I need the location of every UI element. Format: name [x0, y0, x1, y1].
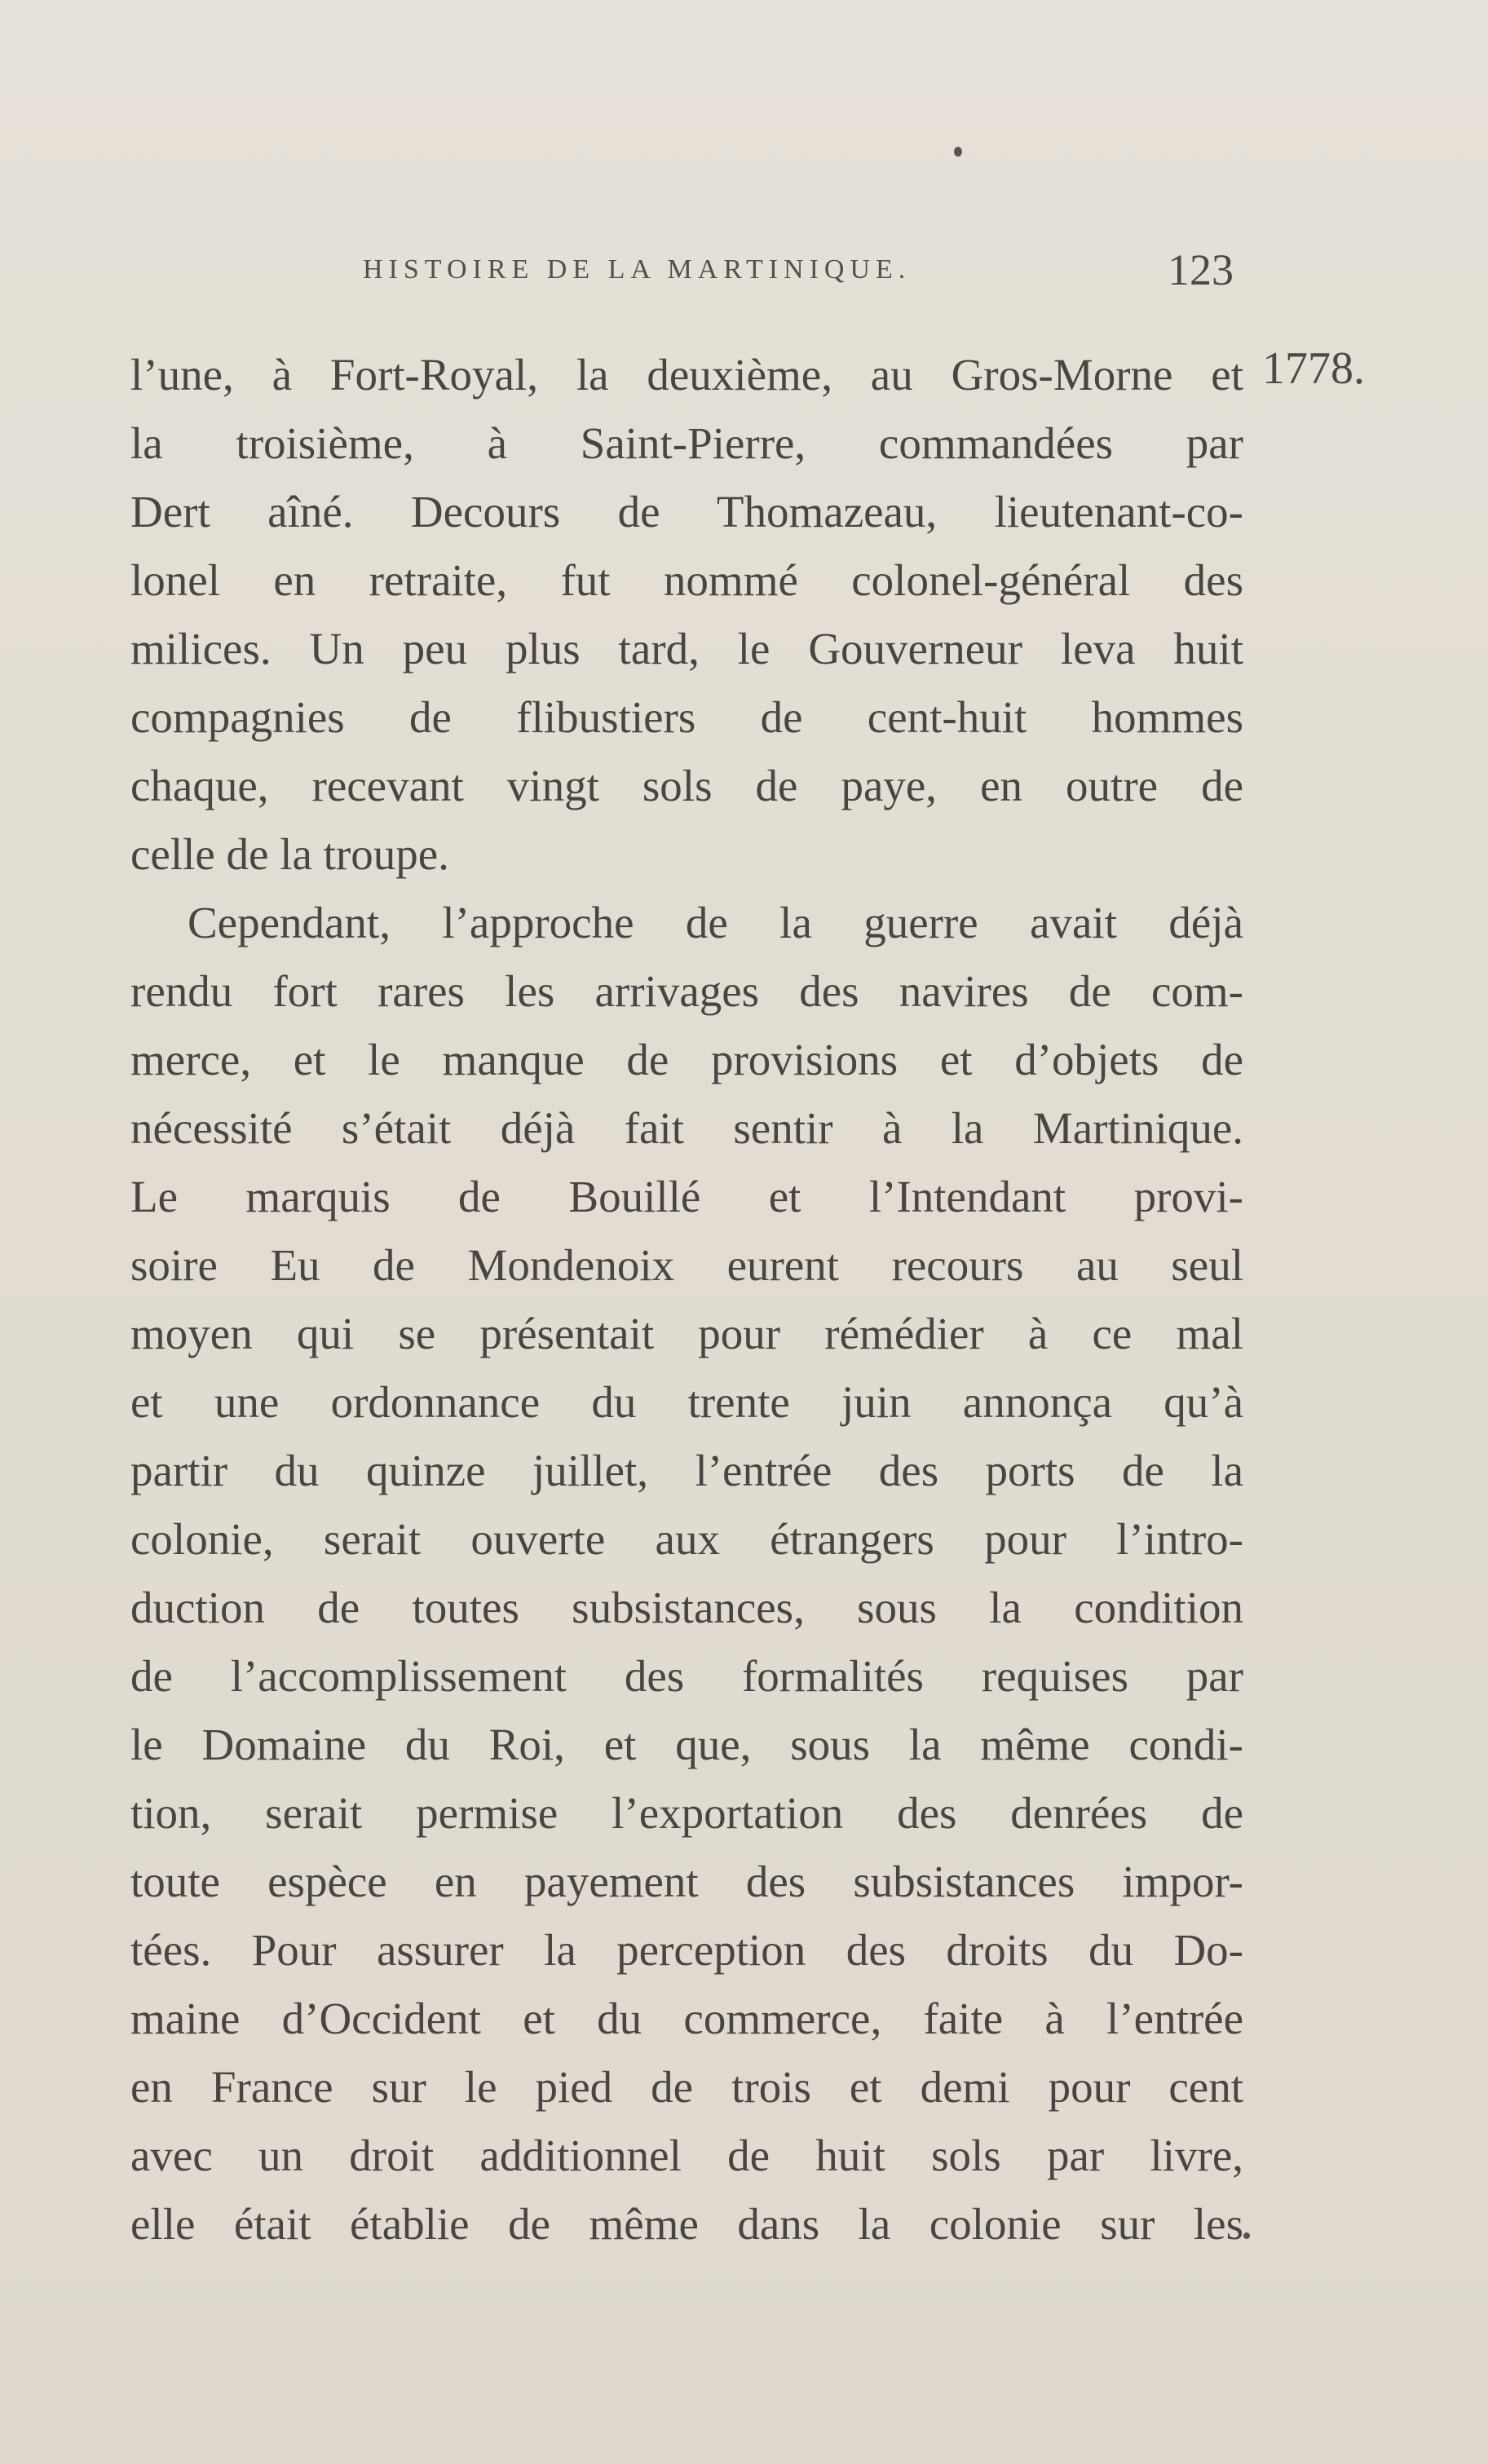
text-line: de l’accomplissement des formalités requises par	[130, 1651, 1243, 1701]
text-line: celle de la troupe.	[130, 829, 449, 879]
margin-year: 1778.	[1262, 343, 1365, 394]
text-line: avec un droit additionnel de huit sols par livre,	[130, 2131, 1243, 2180]
ink-speck	[1243, 2232, 1250, 2239]
text-line: milices. Un peu plus tard, le Gouverneur leva huit	[130, 624, 1243, 673]
text-line: duction de toutes subsistances, sous la condition	[130, 1583, 1243, 1632]
body-text	[130, 341, 1243, 2259]
text-line: colonie, serait ouverte aux étrangers pour l’intro-	[130, 1514, 1243, 1564]
text-line: et une ordonnance du trente juin annonça qu’à	[130, 1377, 1243, 1427]
text-line: toute espèce en payement des subsistances impor-	[130, 1857, 1243, 1906]
text-line: tées. Pour assurer la perception des droits du Do-	[130, 1925, 1243, 1975]
text-line: rendu fort rares les arrivages des navires de com-	[130, 966, 1243, 1016]
text-line: nécessité s’était déjà fait sentir à la Martinique.	[130, 1103, 1243, 1153]
text-line: maine d’Occident et du commerce, faite à l’entrée	[130, 1994, 1243, 2043]
text-line: soire Eu de Mondenoix eurent recours au seul	[130, 1240, 1243, 1290]
ink-speck	[954, 147, 962, 157]
text-line: le Domaine du Roi, et que, sous la même condi-	[130, 1720, 1243, 1769]
text-line: partir du quinze juillet, l’entrée des ports de la	[130, 1446, 1243, 1495]
text-line: moyen qui se présentait pour rémédier à ce mal	[130, 1309, 1243, 1358]
text-line: chaque, recevant vingt sols de paye, en outre de	[130, 761, 1243, 810]
text-line: la troisième, à Saint-Pierre, commandées par	[130, 418, 1243, 468]
running-title: HISTOIRE DE LA MARTINIQUE.	[363, 254, 912, 285]
text-line: elle était établie de même dans la colonie sur les	[130, 2199, 1243, 2249]
text-line: en France sur le pied de trois et demi pour cent	[130, 2062, 1243, 2112]
text-line: tion, serait permise l’exportation des denrées de	[130, 1788, 1243, 1838]
text-line: l’une, à Fort-Royal, la deuxième, au Gros-Morne et	[130, 350, 1243, 400]
paragraph-1	[130, 341, 1243, 889]
paragraph-2	[130, 889, 1243, 2259]
running-head	[130, 245, 1272, 310]
text-line: compagnies de flibustiers de cent-huit hommes	[130, 692, 1243, 742]
text-line: Dert aîné. Decours de Thomazeau, lieutenant-co-	[130, 487, 1243, 537]
page-number: 123	[1168, 245, 1234, 294]
text-line: Le marquis de Bouillé et l’Intendant provi-	[130, 1172, 1243, 1221]
text-line: Cependant, l’approche de la guerre avait déjà	[188, 898, 1243, 947]
text-line: lonel en retraite, fut nommé colonel-général des	[130, 555, 1243, 605]
text-line: merce, et le manque de provisions et d’objets de	[130, 1035, 1243, 1084]
